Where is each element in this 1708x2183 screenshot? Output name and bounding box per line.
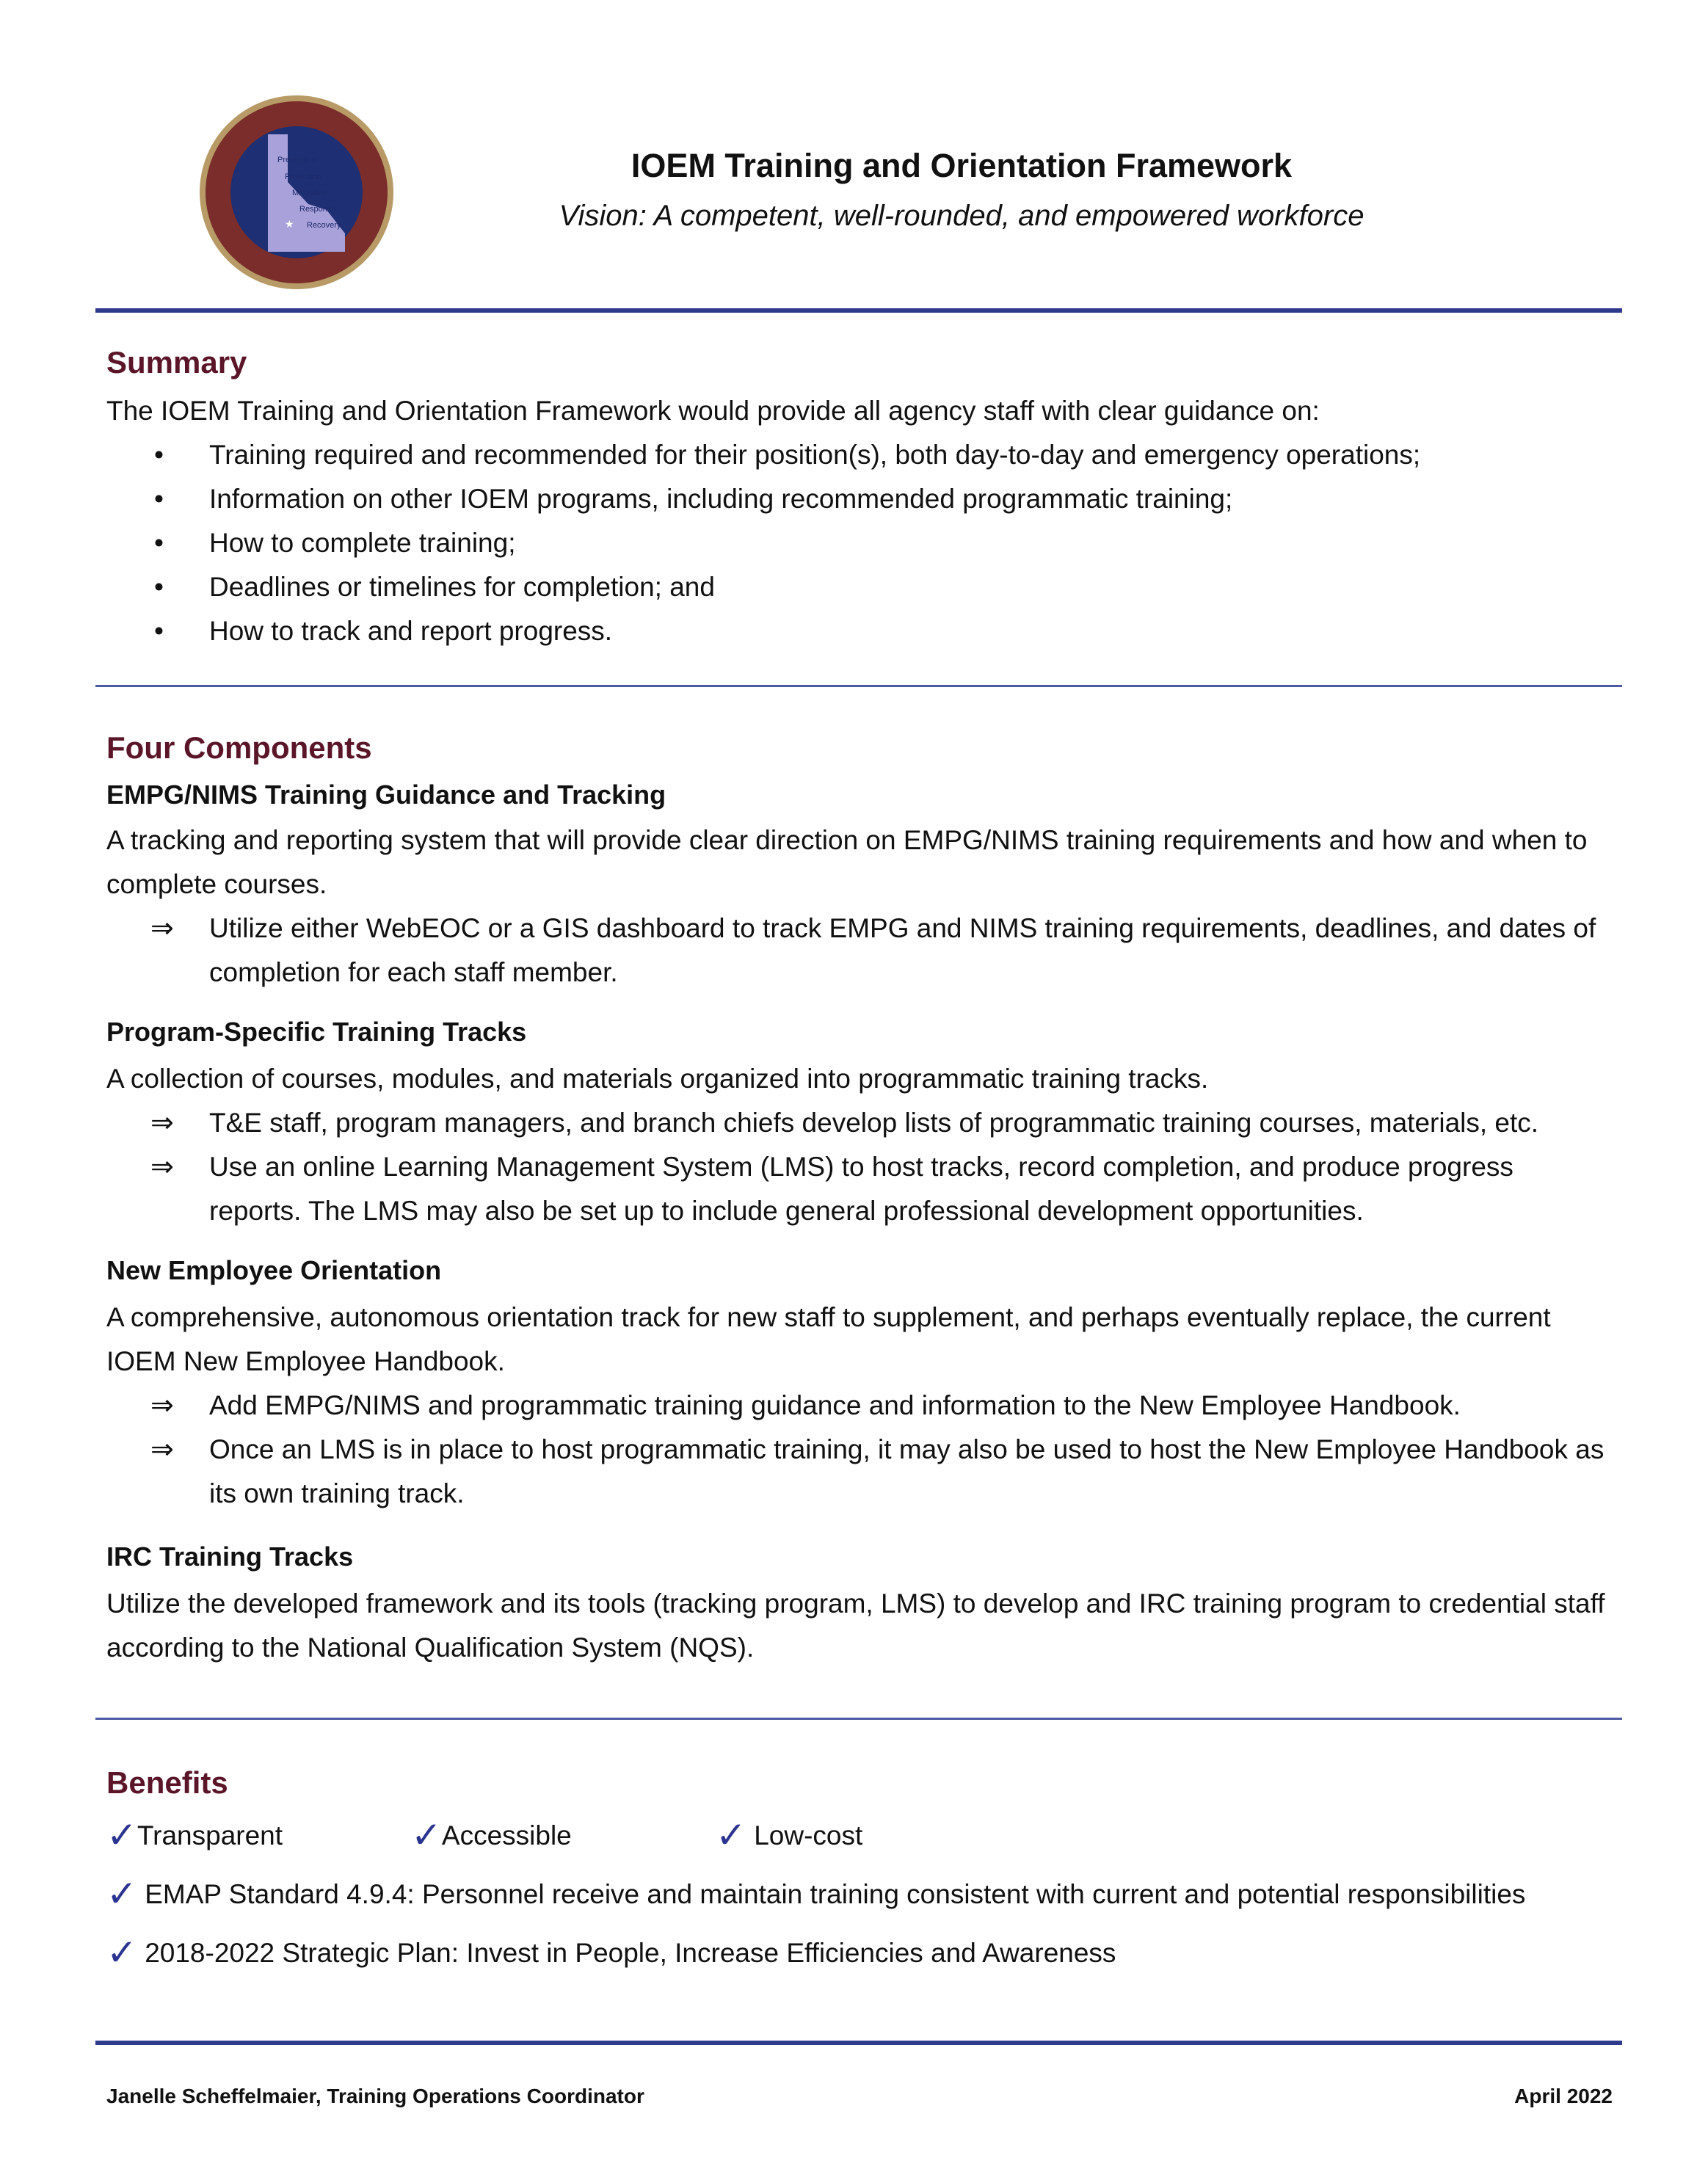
arrow-right-icon: ⇒: [150, 1390, 174, 1421]
bullet-icon: •: [154, 484, 164, 514]
arrow-right-icon: ⇒: [150, 1152, 174, 1183]
list-item: • How to track and report progress.: [106, 609, 1611, 653]
arrow-right-icon: ⇒: [150, 1434, 174, 1465]
program-body: A collection of courses, modules, and materials organized into programmatic training tracks.: [106, 1064, 1209, 1094]
empg-body: A tracking and reporting system that will provide clear direction on EMPG/NIMS training requirements and how and when to complete courses.: [106, 825, 1588, 899]
benefit-strategic-plan: ✓ 2018-2022 Strategic Plan: Invest in People, Increase Efficiencies and Awareness: [106, 1932, 1116, 1973]
orientation-body: A comprehensive, autonomous orientation track for new staff to supplement, and perhaps eventually replace, the current IOEM New Employee Handbook.: [106, 1302, 1551, 1376]
checkmark-icon: ✓: [106, 1873, 137, 1914]
list-item: ⇒ Once an LMS is in place to host programmatic training, it may also be used to host the New Employee Handbook as its own training track.: [106, 1428, 1611, 1516]
benefit-emap: ✓ EMAP Standard 4.9.4: Personnel receive and maintain training consistent with current and potential responsibilities: [106, 1873, 1526, 1914]
svg-text:Protection: Protection: [285, 172, 321, 181]
components-heading: Four Components: [106, 730, 372, 765]
bullet-icon: •: [154, 528, 164, 558]
summary-intro: The IOEM Training and Orientation Framework would provide all agency staff with clear guidance on:: [106, 396, 1320, 426]
benefit-low-cost: ✓ Low-cost: [716, 1815, 863, 1856]
list-item: ⇒ Utilize either WebEOC or a GIS dashboard to track EMPG and NIMS training requirements, deadlines, and dates of completion for each staff member.: [106, 907, 1611, 995]
svg-text:Mitigation: Mitigation: [292, 189, 327, 197]
checkmark-icon: ✓: [411, 1815, 442, 1856]
summary-list: [106, 433, 1611, 653]
list-item: ⇒ T&E staff, program managers, and branch chiefs develop lists of programmatic training courses, materials, etc.: [106, 1101, 1611, 1145]
list-item: • How to complete training;: [106, 521, 1611, 565]
benefit-accessible: ✓Accessible: [411, 1815, 572, 1856]
footer-date: April 2022: [1514, 2085, 1613, 2107]
arrow-right-icon: ⇒: [150, 913, 174, 944]
svg-text:Response: Response: [299, 205, 336, 214]
irc-body: Utilize the developed framework and its tools (tracking program, LMS) to develop and IRC training program to credential staff according to the National Qualification System (NQS).: [106, 1588, 1605, 1663]
ioem-seal-logo: [198, 94, 395, 291]
svg-text:Prevention: Prevention: [277, 156, 316, 164]
header-divider: [95, 308, 1622, 313]
irc-title: IRC Training Tracks: [106, 1541, 354, 1572]
footer-author: Janelle Scheffelmaier, Training Operations Coordinator: [106, 2085, 644, 2107]
svg-text:Recovery: Recovery: [307, 221, 341, 230]
bullet-icon: •: [154, 572, 164, 602]
vision-statement: Vision: A competent, well-rounded, and empowered workforce: [559, 200, 1364, 232]
checkmark-icon: ✓: [106, 1932, 137, 1973]
components-divider: [95, 1718, 1622, 1720]
empg-title: EMPG/NIMS Training Guidance and Tracking: [106, 780, 666, 810]
list-item: ⇒ Add EMPG/NIMS and programmatic training guidance and information to the New Employee Handbook.: [106, 1384, 1611, 1428]
orientation-title: New Employee Orientation: [106, 1255, 442, 1285]
empg-list: [106, 907, 1611, 995]
program-title: Program-Specific Training Tracks: [106, 1017, 527, 1047]
list-item: ⇒ Use an online Learning Management System (LMS) to host tracks, record completion, and produce progress reports. The LMS may also be set up to include general professional development opportunities.: [106, 1145, 1611, 1233]
benefits-heading: Benefits: [106, 1765, 228, 1800]
footer-divider: [95, 2041, 1622, 2045]
summary-divider: [95, 685, 1622, 687]
orientation-list: [106, 1384, 1611, 1516]
svg-text:★: ★: [285, 218, 294, 230]
program-list: [106, 1101, 1611, 1233]
list-item: • Deadlines or timelines for completion; and: [106, 565, 1611, 609]
bullet-icon: •: [154, 616, 164, 646]
checkmark-icon: ✓: [716, 1815, 746, 1856]
benefit-transparent: ✓Transparent: [106, 1815, 283, 1856]
bullet-icon: •: [154, 440, 164, 470]
summary-heading: Summary: [106, 345, 247, 379]
list-item: • Information on other IOEM programs, including recommended programmatic training;: [106, 477, 1611, 521]
list-item: • Training required and recommended for their position(s), both day-to-day and emergency operations;: [106, 433, 1611, 477]
arrow-right-icon: ⇒: [150, 1108, 174, 1138]
page-title: IOEM Training and Orientation Framework: [630, 147, 1293, 184]
checkmark-icon: ✓: [106, 1815, 137, 1856]
